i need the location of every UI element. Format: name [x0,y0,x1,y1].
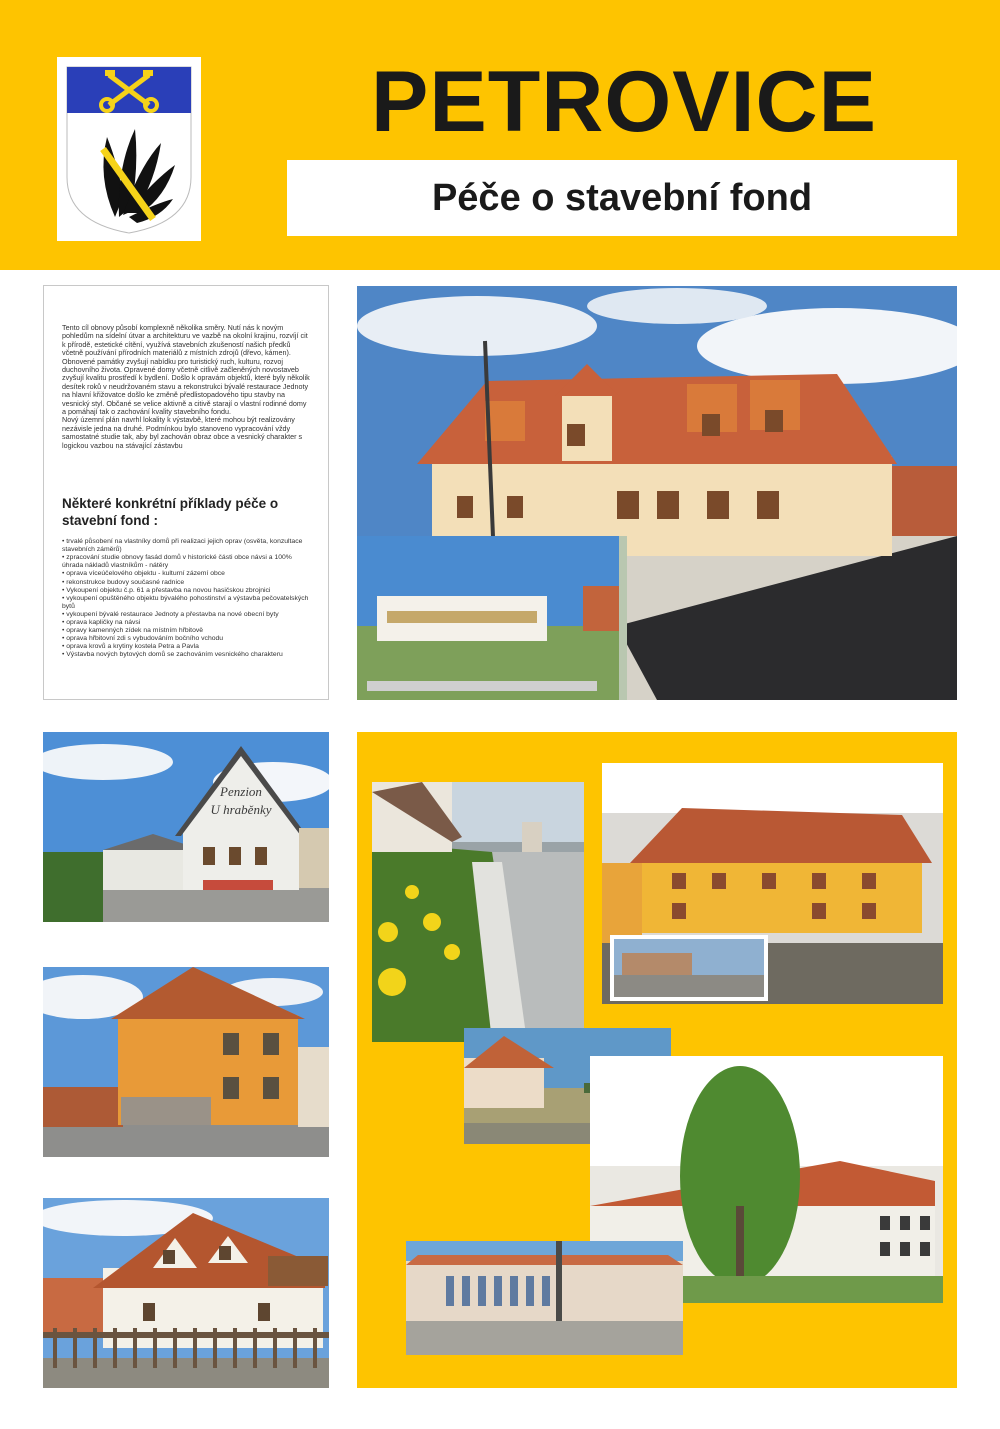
photo-street-dandelions [372,782,584,1042]
list-item: • vykoupení bývalé restaurace Jednoty a přestavba na nové obecní byty [62,610,279,618]
list-item: • vykoupení opuštěného objektu bývalého pohostinství a výstavba pečovatelských bytů [62,594,309,610]
photo-white-house [43,1198,329,1388]
examples-list [62,538,310,659]
pension-sign-line1: Penzion [220,784,262,799]
list-item: • oprava víceúčelového objektu - kulturní zázemí obce [62,570,225,578]
plan-paragraph: Nový územní plán navrhl lokality k výstavbě, které mohou být realizovány nezávisle jedna na druhé. Podmínkou bylo stanoveno vypracování vždy samostatné studie tak, aby byl zachován obraz obce a vesnický charakter s logickou vazbou na stávající zástavbu [62,415,303,450]
examples-heading: Některé konkrétní příklady péče o stavební fond : [62,496,279,529]
list-item: • rekonstrukce budovy současné radnice [62,578,185,586]
header-banner [0,0,1000,270]
photo-orange-house [43,967,329,1157]
list-item: • zpracování studie obnovy fasád domů v historické části obce návsi a 100% úhrada nákladů vlastníkům - nátěry [62,554,292,570]
list-item: • trvalé působení na vlastníky domů při realizaci jejich oprav (osvěta, konzultace stavebních záměrů) [62,538,303,554]
photo-apartment-building [357,286,957,700]
list-item: • oprava krovů a krytiny kostela Petra a Pavla [62,643,199,651]
photo-penzion [43,732,329,922]
photo-yellow-apartments [602,763,943,1004]
description-panel [43,285,329,700]
list-item: • oprava kapličky na návsi [62,619,141,627]
list-item: • opravy kamenných zídek na místním hřbitově [62,627,204,635]
coat-of-arms [57,57,201,241]
page-title: PETROVICE [371,54,877,150]
list-item: • Výstavba nových bytových domů se zachováním vesnického charakteru [62,651,283,659]
intro-paragraph: Tento cíl obnovy působí komplexně několika směry. Nutí nás k novým pohledům na sídelní útvar a architekturu ve vazbě na okolní krajinu, rozvíjí cit k přírodě, estetické cítění, využívá stavebních zkušeností našich předků včetně používání přírodních materiálů z místních zdrojů (dřevo, kámen). Obnovené památky zvyšují nabídku pro turistický ruch, kulturu, rozvoj duchovního života. Opravené domy včetně citlivě začleněných novostaveb zvyšují kvalitu prostředí k bydlení. Došlo k opravám objektů, které byly několik desítek roků v neudržovaném stavu a rekonstrukci bývalé restaurace Jednoty na hlavní křižovatce došlo ke změně předlistopadového tipu stavby na vesnický styl. Občané se velice aktivně a citivě starají o vlastní rodinné domy a pomáhají tak o zachování kvality stavebního fondu. [62,323,310,417]
pension-sign-line2: U hraběnky [210,802,272,817]
coat-of-arms-graphic [57,57,201,241]
list-item: • oprava hřbitovní zdi s vybudováním bočního vchodu [62,635,224,643]
photo-long-building [406,1241,683,1355]
page-subtitle: Péče o stavební fond [287,160,957,236]
list-item: • Vykoupení objektu č.p. 61 a přestavba na novou hasičskou zbrojnici [62,586,271,594]
